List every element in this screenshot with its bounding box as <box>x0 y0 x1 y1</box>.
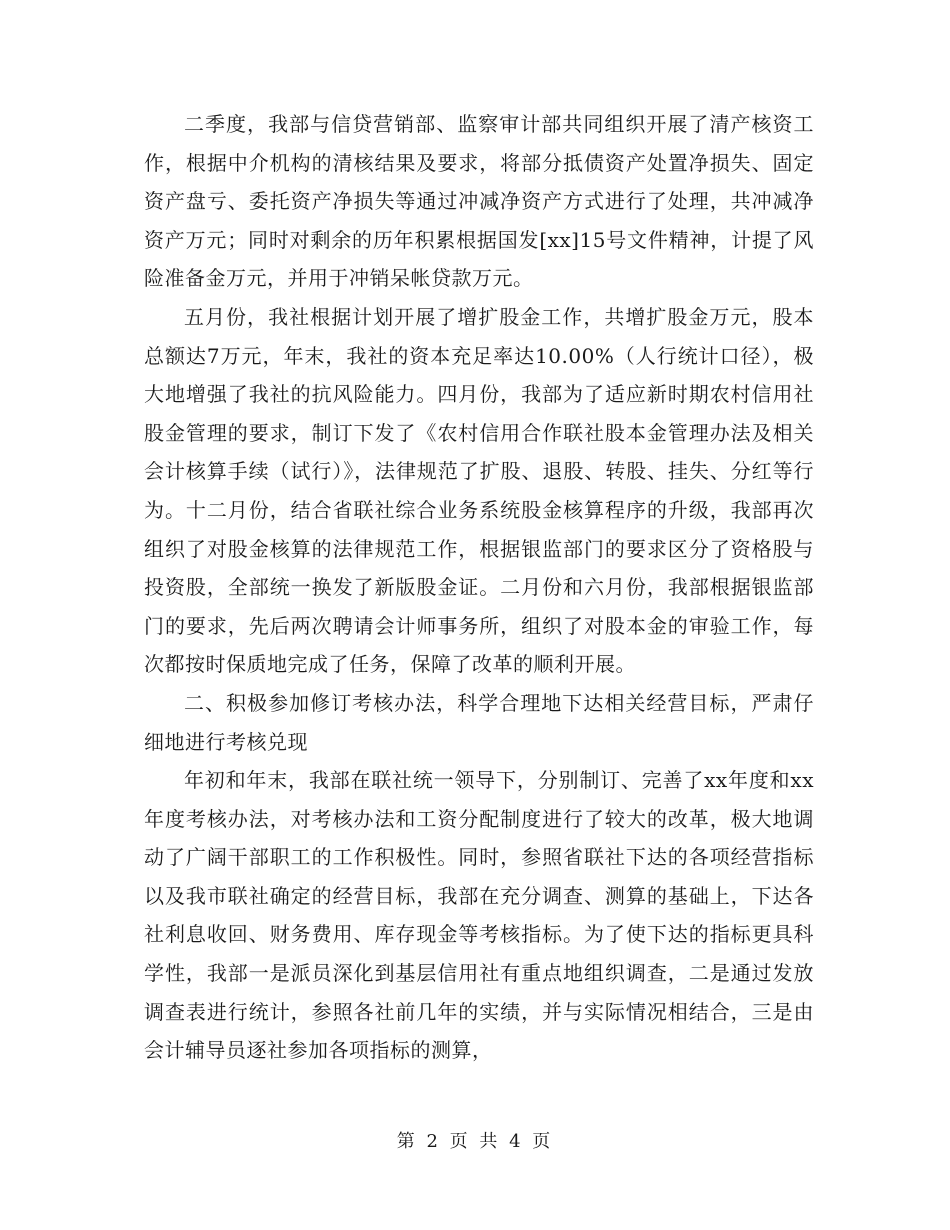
paragraph-clearing-assets: 二季度，我部与信贷营销部、监察审计部共同组织开展了清产核资工作，根据中介机构的清核结果及要求，将部分抵债资产处置净损失、固定资产盘亏、委托资产净损失等通过冲减净资产方式进行了处理，共冲减净资产万元；同时对剩余的历年积累根据国发[xx]15号文件精神，计提了风险准备金万元，并用于冲销呆帐贷款万元。 <box>144 112 814 291</box>
paragraph-share-capital: 五月份，我社根据计划开展了增扩股金工作，共增扩股金万元，股本总额达7万元，年末，我社的资本充足率达10.00%（人行统计口径），极大地增强了我社的抗风险能力。四月份，我部为了适应新时期农村信用社股金管理的要求，制订下发了《农村信用合作联社股本金管理办法及相关会计核算手续（试行）》，法律规范了扩股、退股、转股、挂失、分红等行为。十二月份，结合省联社综合业务系统股金核算程序的升级，我部再次组织了对股金核算的法律规范工作，根据银监部门的要求区分了资格股与投资股，全部统一换发了新版股金证。二月份和六月份，我部根据银监部门的要求，先后两次聘请会计师事务所，组织了对股本金的审验工作，每次都按时保质地完成了任务，保障了改革的顺利开展。 <box>144 304 814 677</box>
section-heading-assessment: 二、积极参加修订考核办法，科学合理地下达相关经营目标，严肃仔细地进行考核兑现 <box>144 690 814 754</box>
paragraph-assessment-methods: 年初和年末，我部在联社统一领导下，分别制订、完善了xx年度和xx年度考核办法，对考核办法和工资分配制度进行了较大的改革，极大地调动了广阔干部职工的工作积极性。同时，参照省联社下达的各项经营指标以及我市联社确定的经营目标，我部在充分调查、测算的基础上，下达各社利息收回、财务费用、库存现金等考核指标。为了使下达的指标更具科学性，我部一是派员深化到基层信用社有重点地组织调查，二是通过发放调查表进行统计，参照各社前几年的实绩，并与实际情况相结合，三是由会计辅导员逐社参加各项指标的测算， <box>144 768 814 1063</box>
page-footer: 第 2 页 共 4 页 <box>396 1131 554 1152</box>
document-body <box>144 105 814 1070</box>
